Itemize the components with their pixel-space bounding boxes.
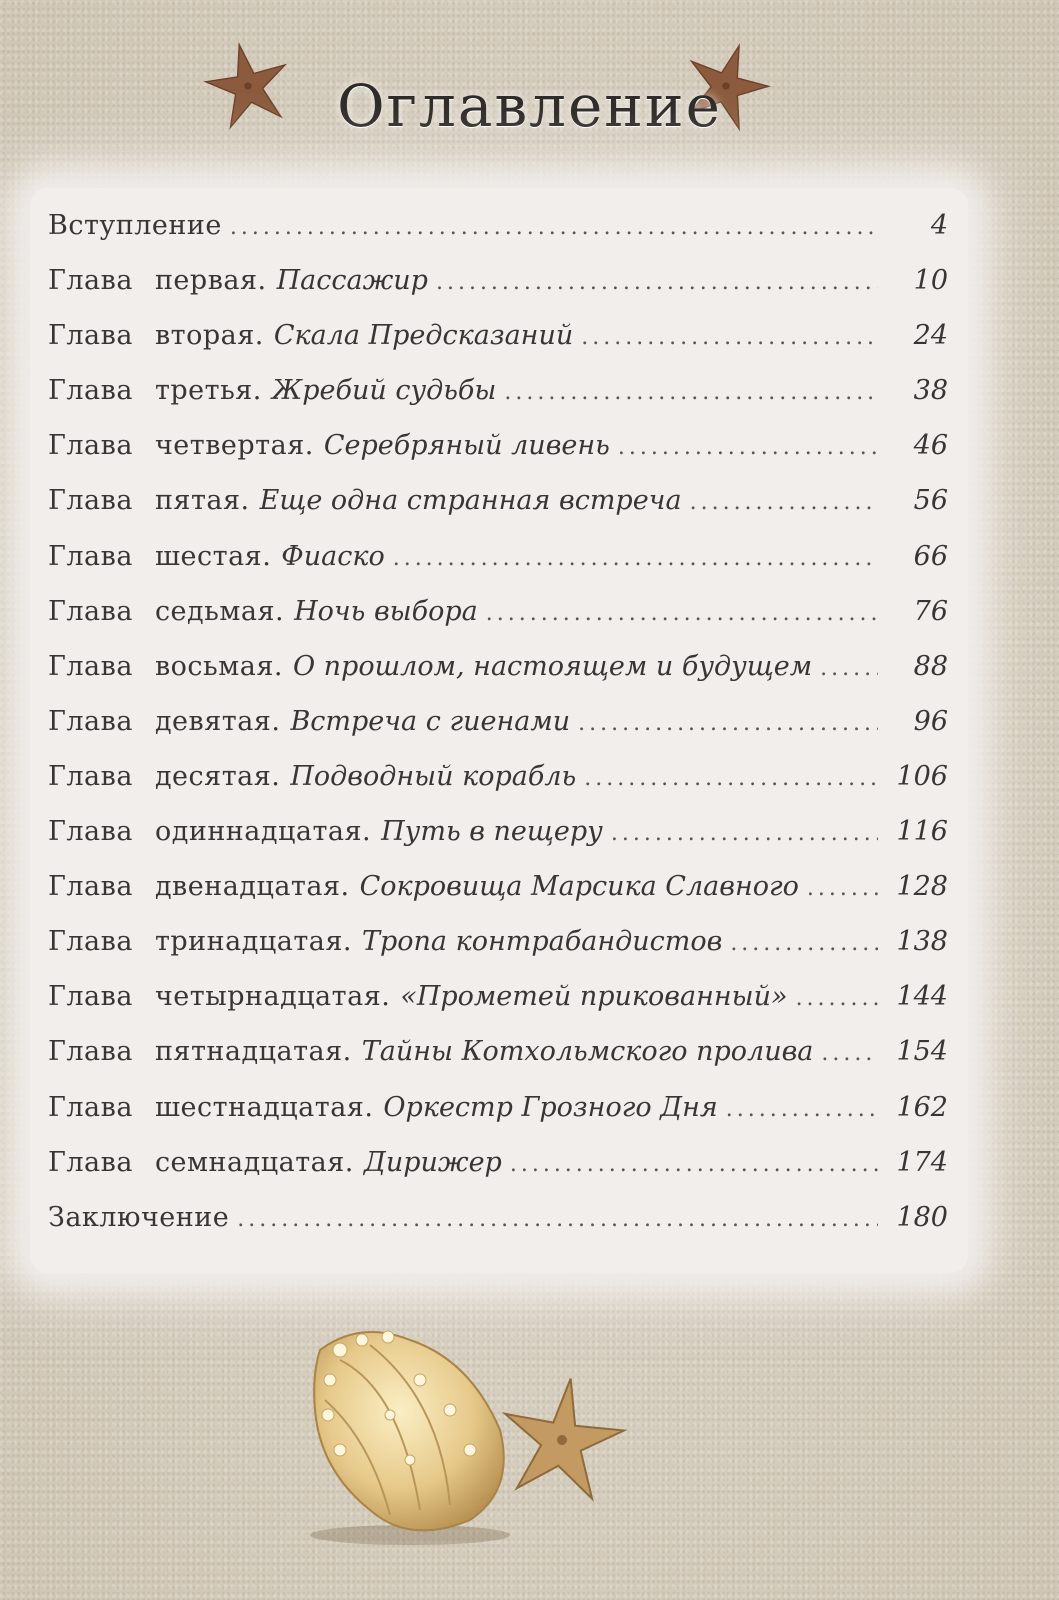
page-number: 4 [930, 210, 948, 241]
dot-leader [510, 1137, 878, 1192]
chapter-name: Дирижер [363, 1146, 502, 1178]
page-title: Оглавление [337, 72, 722, 140]
chapter-ordinal: семнадцатая. [154, 1146, 354, 1178]
chapter-ordinal: седьмая. [154, 595, 285, 627]
chapter-ordinal: одиннадцатая. [154, 816, 372, 848]
dot-leader [237, 1192, 878, 1247]
toc-entry[interactable] [48, 198, 948, 253]
chapter-label: Глава [48, 816, 133, 848]
toc-entry[interactable] [48, 418, 948, 473]
chapter-ordinal: четырнадцатая. [154, 981, 391, 1013]
page-number: 10 [913, 265, 948, 297]
chapter-label: Глава [48, 320, 133, 352]
chapter-ordinal: четвертая. [154, 430, 314, 462]
chapter-label: Глава [48, 981, 133, 1013]
page-number: 128 [896, 871, 948, 903]
dot-leader [820, 641, 878, 696]
chapter-name: Тропа контрабандистов [361, 926, 723, 958]
toc-entry[interactable] [48, 473, 948, 528]
page-number: 174 [896, 1146, 948, 1178]
page-number: 138 [896, 926, 948, 958]
toc-entry[interactable] [48, 529, 948, 584]
chapter-ordinal: шестнадцатая. [154, 1091, 374, 1123]
chapter-name: Сокровища Марсика Славного [359, 871, 799, 903]
chapter-label: Глава [48, 430, 133, 462]
chapter-name: «Прометей прикованный» [400, 981, 788, 1013]
chapter-label: Глава [48, 1146, 133, 1178]
chapter-ordinal: пятнадцатая. [154, 1036, 352, 1068]
page-number: 66 [913, 540, 948, 572]
toc-entry[interactable] [48, 1190, 948, 1245]
page-number: 96 [913, 705, 948, 737]
page-number: 24 [913, 320, 948, 352]
page-number: 180 [896, 1201, 948, 1233]
toc-entry[interactable] [48, 914, 948, 969]
dot-leader [578, 696, 878, 751]
page-number: 56 [913, 485, 948, 517]
chapter-label: Глава [48, 1091, 133, 1123]
toc-entry[interactable] [48, 584, 948, 639]
dot-leader [486, 586, 878, 641]
chapter-ordinal: вторая. [154, 320, 264, 352]
chapter-name: Скала Предсказаний [273, 320, 574, 352]
page-number: 88 [913, 650, 948, 682]
dot-leader [611, 806, 878, 861]
chapter-name: Ночь выбора [294, 595, 478, 627]
chapter-name: Встреча с гиенами [290, 705, 571, 737]
toc-entry[interactable] [48, 308, 948, 363]
page-number: 106 [896, 760, 948, 792]
chapter-label: Глава [48, 926, 133, 958]
chapter-ordinal: Заключение [48, 1201, 230, 1233]
table-of-contents [48, 198, 948, 1245]
page-number: 154 [896, 1036, 948, 1068]
chapter-ordinal: третья. [154, 375, 262, 407]
toc-entry[interactable] [48, 859, 948, 914]
chapter-ordinal: шестая. [154, 540, 272, 572]
dot-leader [504, 365, 878, 420]
toc-entry[interactable] [48, 969, 948, 1024]
chapter-label: Глава [48, 540, 133, 572]
chapter-label: Глава [48, 265, 133, 297]
dot-leader [690, 475, 878, 530]
toc-entry[interactable] [48, 1024, 948, 1079]
page-number: 116 [896, 816, 948, 848]
chapter-name: Тайны Котхольмского пролива [361, 1036, 814, 1068]
chapter-label: Глава [48, 375, 133, 407]
dot-leader [821, 1026, 878, 1081]
chapter-label: Глава [48, 485, 133, 517]
chapter-ordinal: двенадцатая. [154, 871, 350, 903]
chapter-ordinal: первая. [154, 265, 267, 297]
dot-leader [807, 861, 878, 916]
chapter-name: Жребий судьбы [271, 375, 497, 407]
seashell-with-starfish-icon [300, 1320, 640, 1554]
toc-entry[interactable] [48, 1080, 948, 1135]
dot-leader [726, 1082, 878, 1137]
toc-entry[interactable] [48, 363, 948, 418]
toc-entry[interactable] [48, 1135, 948, 1190]
page-number: 162 [896, 1091, 948, 1123]
toc-entry[interactable] [48, 253, 948, 308]
dot-leader [393, 531, 878, 586]
chapter-label: Глава [48, 760, 133, 792]
chapter-name: Пассажир [276, 265, 428, 297]
chapter-ordinal: тринадцатая. [154, 926, 352, 958]
chapter-name: Фиаско [281, 540, 385, 572]
chapter-name: Серебряный ливень [323, 430, 610, 462]
chapter-label: Глава [48, 650, 133, 682]
dot-leader [618, 420, 878, 475]
dot-leader [581, 310, 878, 365]
toc-entry[interactable] [48, 749, 948, 804]
chapter-ordinal: Вступление [48, 210, 222, 241]
chapter-ordinal: восьмая. [154, 650, 283, 682]
chapter-label: Глава [48, 595, 133, 627]
chapter-name: Путь в пещеру [381, 816, 603, 848]
chapter-ordinal: десятая. [154, 760, 281, 792]
dot-leader [230, 200, 878, 255]
chapter-ordinal: пятая. [154, 485, 250, 517]
chapter-ordinal: девятая. [154, 705, 281, 737]
dot-leader [730, 916, 878, 971]
dot-leader [584, 751, 878, 806]
dot-leader [796, 971, 878, 1026]
page-number: 144 [896, 981, 948, 1013]
chapter-label: Глава [48, 871, 133, 903]
dot-leader [436, 255, 878, 310]
chapter-name: Подводный корабль [290, 760, 577, 792]
chapter-label: Глава [48, 1036, 133, 1068]
page-number: 76 [913, 595, 948, 627]
chapter-name: Еще одна странная встреча [259, 485, 682, 517]
toc-entry[interactable] [48, 639, 948, 694]
page-number: 38 [913, 375, 948, 407]
page-number: 46 [913, 430, 948, 462]
chapter-name: Оркестр Грозного Дня [383, 1091, 718, 1123]
chapter-label: Глава [48, 705, 133, 737]
chapter-name: О прошлом, настоящем и будущем [292, 650, 813, 682]
toc-entry[interactable] [48, 694, 948, 749]
toc-entry[interactable] [48, 804, 948, 859]
